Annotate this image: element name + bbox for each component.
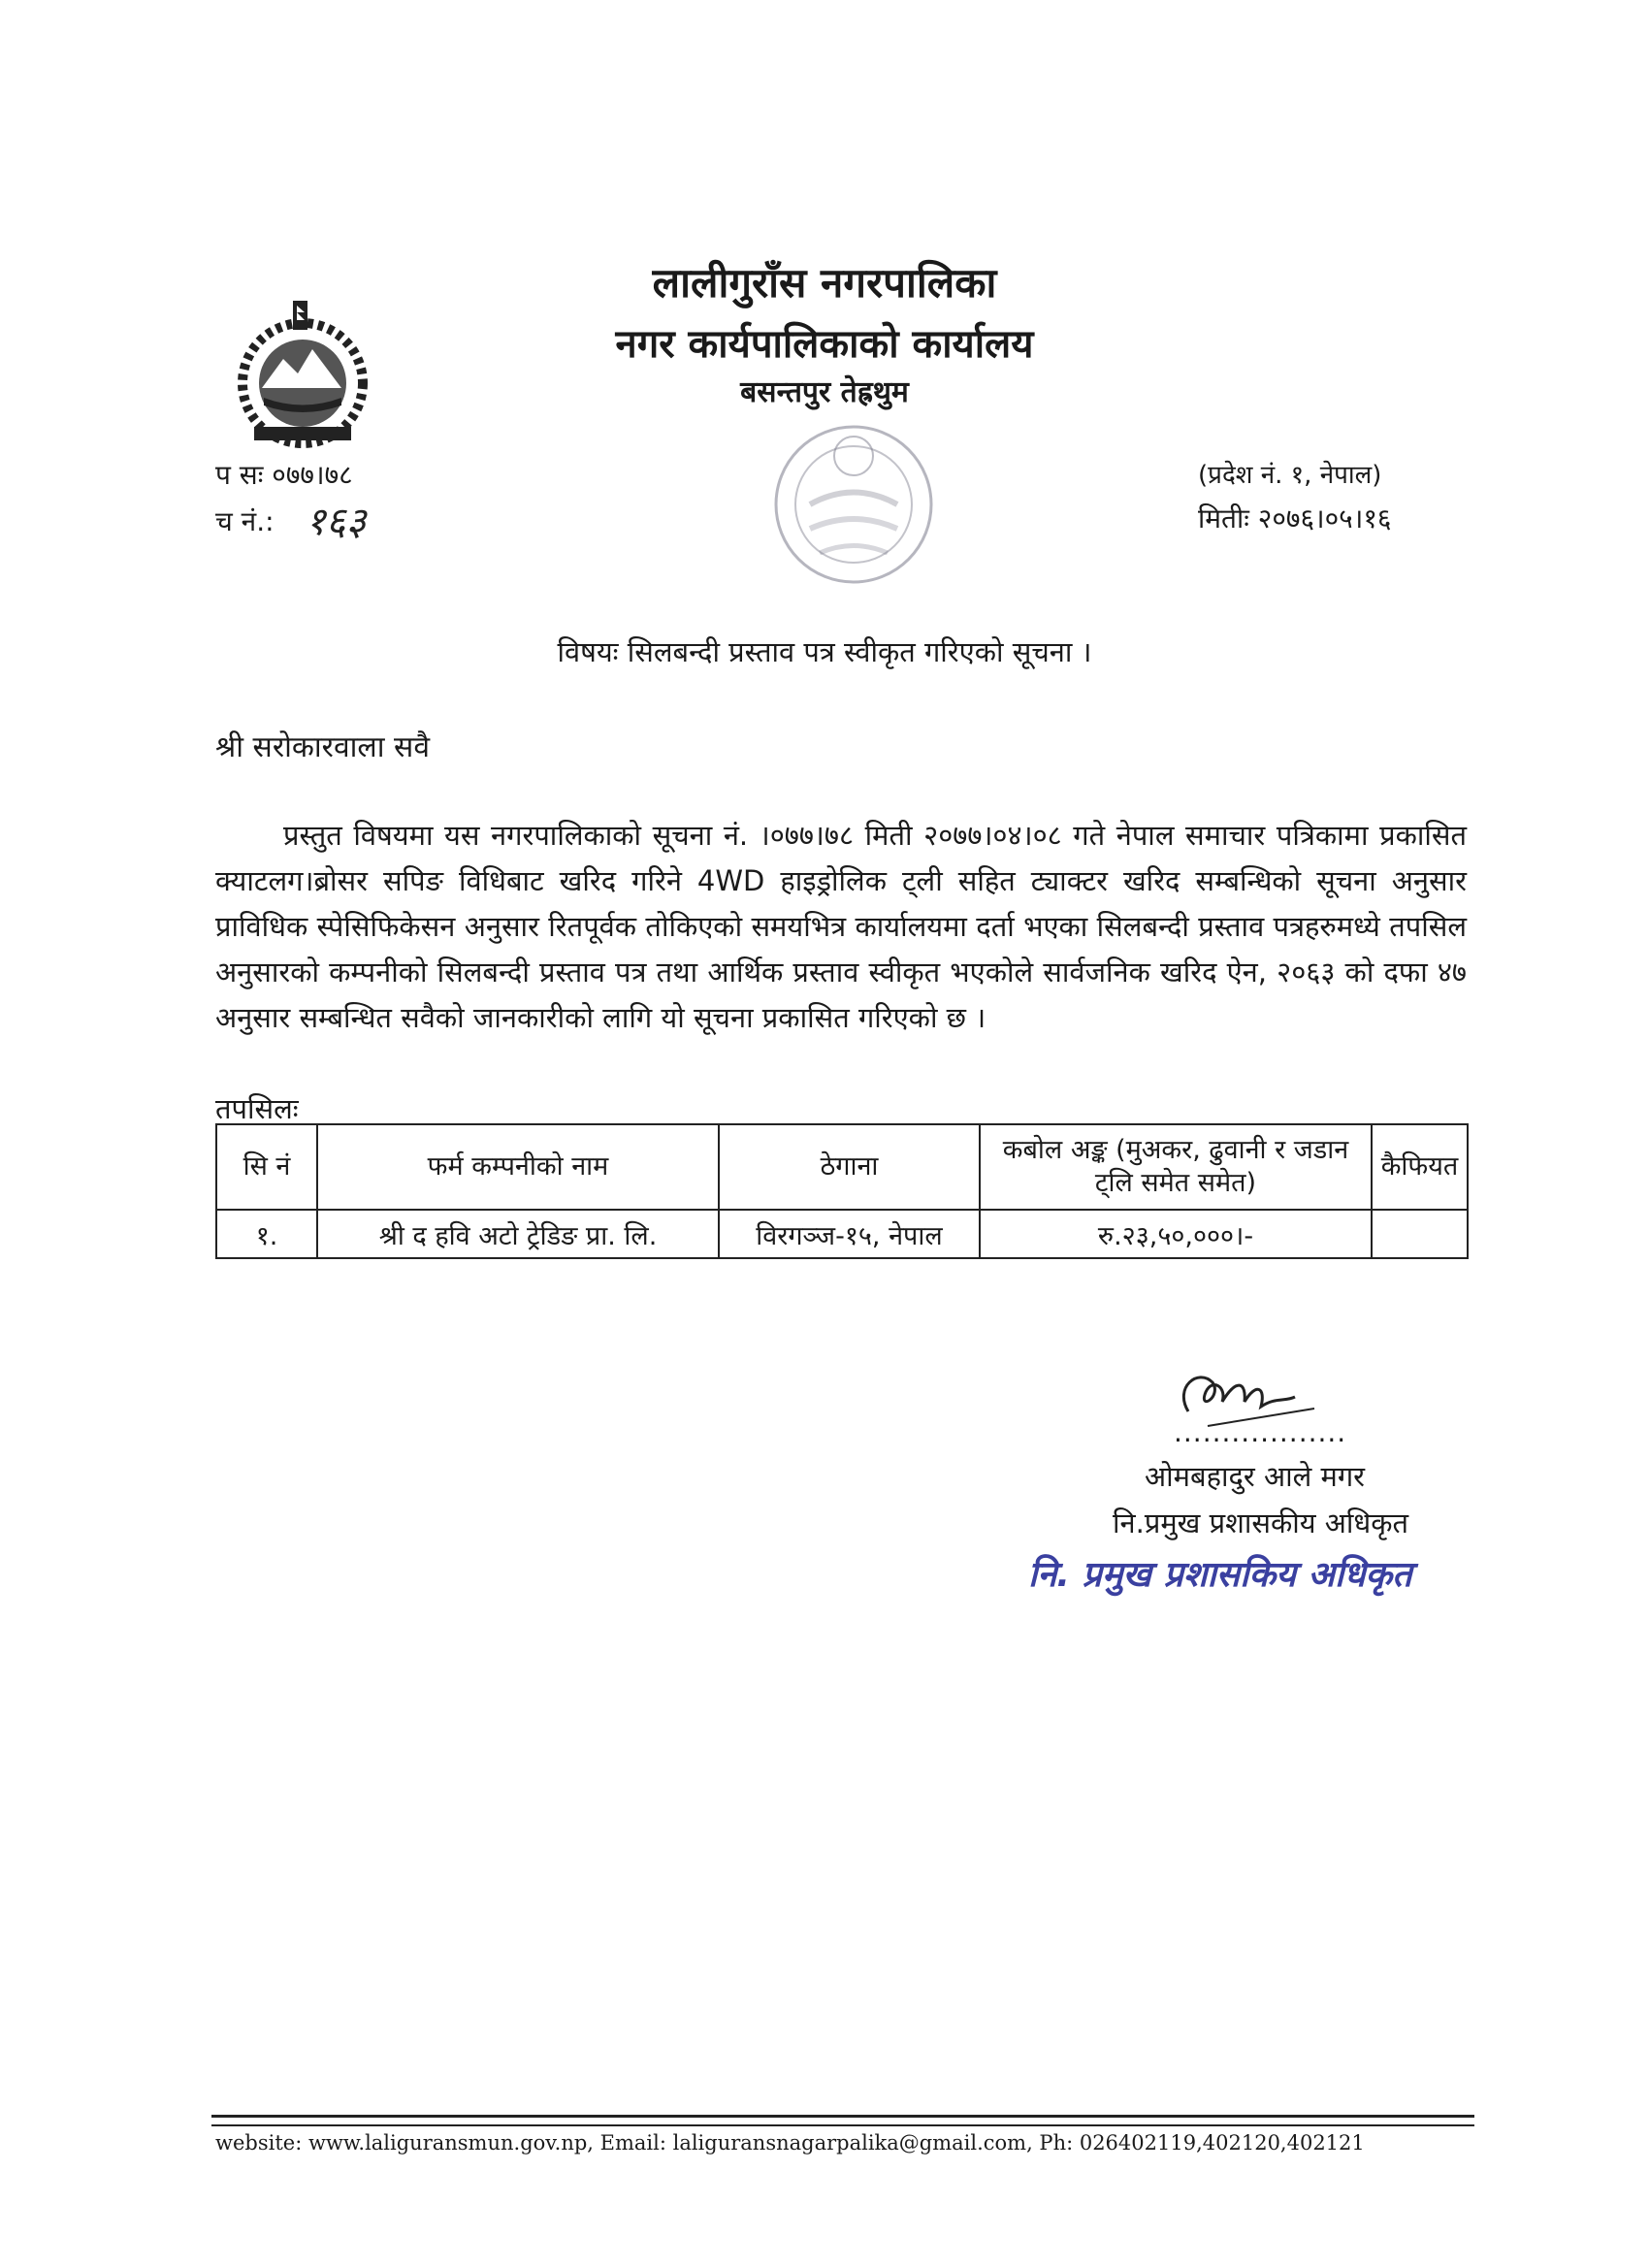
table-header-row bbox=[216, 1124, 1468, 1210]
cell-firm: श्री द हवि अटो ट्रेडिङ प्रा. लि. bbox=[317, 1210, 719, 1258]
province-label: (प्रदेश नं. १, नेपाल) bbox=[1198, 461, 1382, 490]
footer-divider bbox=[211, 2115, 1474, 2126]
signer-name: ओमबहादुर आले मगर bbox=[1145, 1460, 1366, 1493]
bid-table bbox=[215, 1123, 1469, 1259]
col-header-address: ठेगाना bbox=[719, 1124, 980, 1210]
notice-body: प्रस्तुत विषयमा यस नगरपालिकाको सूचना नं. ।०७७।७८ मिती २०७७।०४।०८ गते नेपाल समाचार पत्रिकामा प्रकासित क्याटलग।ब्रोसर सपिङ विधिबाट खरिद गरिने 4WD हाइड्रोलिक ट्ली सहित ट्याक्टर खरिद सम्बन्धिको सूचना अनुसार प्राविधिक स्पेसिफिकेसन अनुसार रितपूर्वक तोकिएको समयभित्र कार्यालयमा दर्ता भएका सिलबन्दी प्रस्ताव पत्रहरुमध्ये तपसिल अनुसारको कम्पनीको सिलबन्दी प्रस्ताव पत्र तथा आर्थिक प्रस्ताव स्वीकृत भएकोले सार्वजनिक खरिद ऐन, २०६३ को दफा ४७ अनुसार सम्बन्धित सवैको जानकारीको लागि यो सूचना प्रकासित गरिएको छ । bbox=[215, 819, 1467, 1034]
col-header-sn: सि नं bbox=[216, 1124, 317, 1210]
cell-bid-amount: रु.२३,५०,०००।- bbox=[980, 1210, 1372, 1258]
cell-remarks bbox=[1372, 1210, 1468, 1258]
cell-address: विरगञ्ज-१५, नेपाल bbox=[719, 1210, 980, 1258]
office-address: बसन्तपुर तेह्रथुम bbox=[740, 375, 909, 409]
reference-number-handwritten: १६३ bbox=[306, 500, 367, 544]
annex-label: तपसिलः bbox=[215, 1092, 299, 1125]
col-header-remarks: कैफियत bbox=[1372, 1124, 1468, 1210]
office-stamp-icon bbox=[757, 412, 951, 597]
fiscal-year: प सः ०७७।७८ bbox=[215, 459, 353, 491]
organization-name: लालीगुराँस नगरपालिका bbox=[652, 259, 997, 307]
col-header-firm: फर्म कम्पनीको नाम bbox=[317, 1124, 719, 1210]
cell-sn: १. bbox=[216, 1210, 317, 1258]
signature-line: .................. bbox=[1174, 1416, 1347, 1448]
reference-label: च नं.: bbox=[215, 505, 275, 537]
footer-contact: website: www.laliguransmun.gov.np, Email: laliguransnagarpalika@gmail.com, Ph: 026402119,402120,402121 bbox=[215, 2131, 1365, 2155]
office-name: नगर कार्यपालिकाको कार्यालय bbox=[615, 322, 1034, 367]
col-header-bid-amount: कबोल अङ्क (मुअकर, ढुवानी र जडान ट्लि समेत समेत) bbox=[980, 1124, 1372, 1210]
salutation: श्री सरोकारवाला सवै bbox=[215, 730, 431, 764]
table-row bbox=[216, 1210, 1468, 1258]
subject-line: विषयः सिलबन्दी प्रस्ताव पत्र स्वीकृत गरिएको सूचना । bbox=[557, 635, 1092, 668]
signer-title: नि.प्रमुख प्रशासकीय अधिकृत bbox=[1113, 1507, 1409, 1539]
notice-date: मितीः २०७६।०५।१६ bbox=[1198, 502, 1392, 535]
official-title-stamp: नि. प्रमुख प्रशासकिय अधिकृत bbox=[1028, 1555, 1412, 1595]
